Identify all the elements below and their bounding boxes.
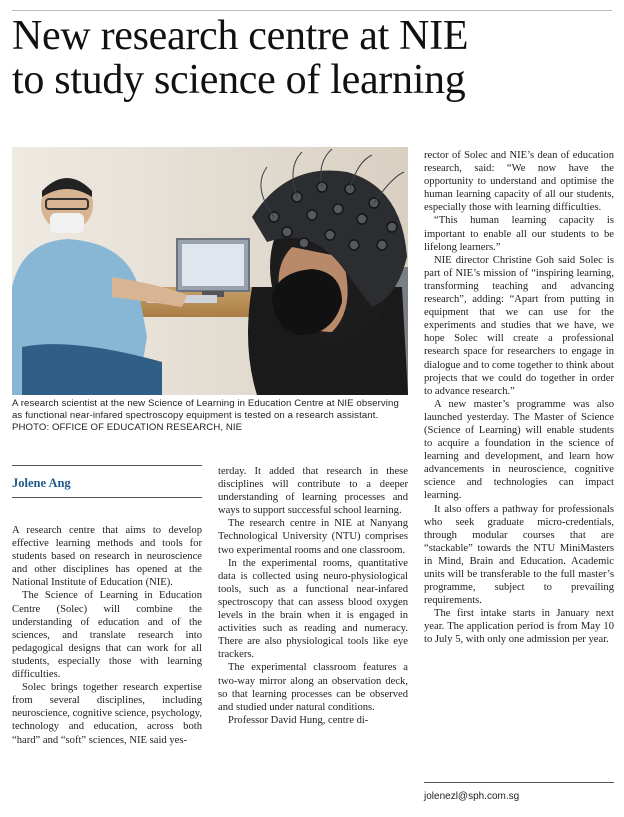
- paragraph: The Science of Learning in Education Centre (Solec) will combine the understanding of education and of the sciences, and translate research into pedagogical designs that can work for all students, especially those with learning difficulties.: [12, 590, 202, 681]
- paragraph: rector of Solec and NIE’s dean of education research, said: “We now have the opportunity to understand and optimise the human learning capacity of all our students, especially those with learning difficulties.: [424, 150, 614, 214]
- paragraph: A new master’s programme was also launched yesterday. The Master of Science (Science of Learning) will enable students to acquire a foundation in the science of learning and development, and learn how advancements in neuroscience, cognitive science and technologies can impact learning.: [424, 398, 614, 502]
- byline-top-rule: [12, 465, 202, 466]
- top-rule: [12, 10, 612, 11]
- headline-line-2: to study science of learning: [12, 57, 466, 103]
- photo-illustration: [12, 147, 408, 395]
- paragraph: “This human learning capacity is important to enable all our students to be lifelong learners.”: [424, 215, 614, 253]
- paragraph: Professor David Hung, centre di-: [228, 714, 369, 726]
- photo-caption: A research scientist at the new Science of Learning in Education Centre at NIE observing as functional near-infared spectroscopy equipment is tested on a research assistant. PHOTO: OFFICE OF EDUCATION RESEARCH, NIE: [12, 398, 399, 433]
- paragraph: The experimental classroom features a two-way mirror along an observation deck, so that learning processes can be observed and studied under natural conditions.: [218, 662, 408, 713]
- paragraph: It also offers a pathway for professionals who seek graduate micro-credentials, through modular courses that are “stackable” towards the NTU MiniMasters in Mind, Brain and Education. Academic units will be transferable to the full master’s programme, subject to prevailing requirements.: [424, 503, 614, 607]
- author-email: jolenezl@sph.com.sg: [424, 791, 520, 802]
- paragraph: terday. It added that research in these disciplines will contribute to a deeper understanding of learning processes and ways to support successful school learning.: [218, 466, 408, 517]
- byline-bottom-rule: [12, 497, 202, 498]
- article-photo: [12, 147, 408, 395]
- article-column-3: [424, 149, 614, 647]
- article-column-2: [218, 465, 408, 727]
- byline: Jolene Ang: [12, 476, 71, 490]
- article-column-1: [12, 524, 202, 747]
- headline: [12, 14, 612, 102]
- headline-line-1: New research centre at NIE: [12, 13, 469, 59]
- paragraph: In the experimental rooms, quantitative data is collected using neuro-physiological tools, such as a functional near-infared spectroscopy that can assess blood oxygen levels in the brain when it is engaged in activities such as reading and numeracy. There are also physiological tools like eye trackers.: [218, 557, 408, 661]
- paragraph: Solec brings together research expertise from several disciplines, including neuroscience, cognitive science, psychology, technology and education, across both “hard” and “soft” sciences, NIE said yes-: [12, 682, 202, 746]
- paragraph: The research centre in NIE at Nanyang Technological University (NTU) comprises two experimental rooms and one classroom.: [218, 518, 408, 556]
- paragraph: NIE director Christine Goh said Solec is part of NIE’s mission of “inspiring learning, transforming teaching and advancing research”, adding: “Apart from putting in equipment that we can use for the experiments and studies that we have, we hope Solec will create a professional research space for researchers to engage in dialogue and to come together to think about projects that we could do together in order to advance research.”: [424, 254, 614, 397]
- paragraph: A research centre that aims to develop effective learning methods and tools for students based on research in neuroscience and other disciplines has opened at the National Institute of Education (NIE).: [12, 525, 202, 589]
- email-rule: [424, 782, 614, 783]
- paragraph: The first intake starts in January next year. The application period is from May 10 to July 5, with only one admission per year.: [424, 608, 614, 646]
